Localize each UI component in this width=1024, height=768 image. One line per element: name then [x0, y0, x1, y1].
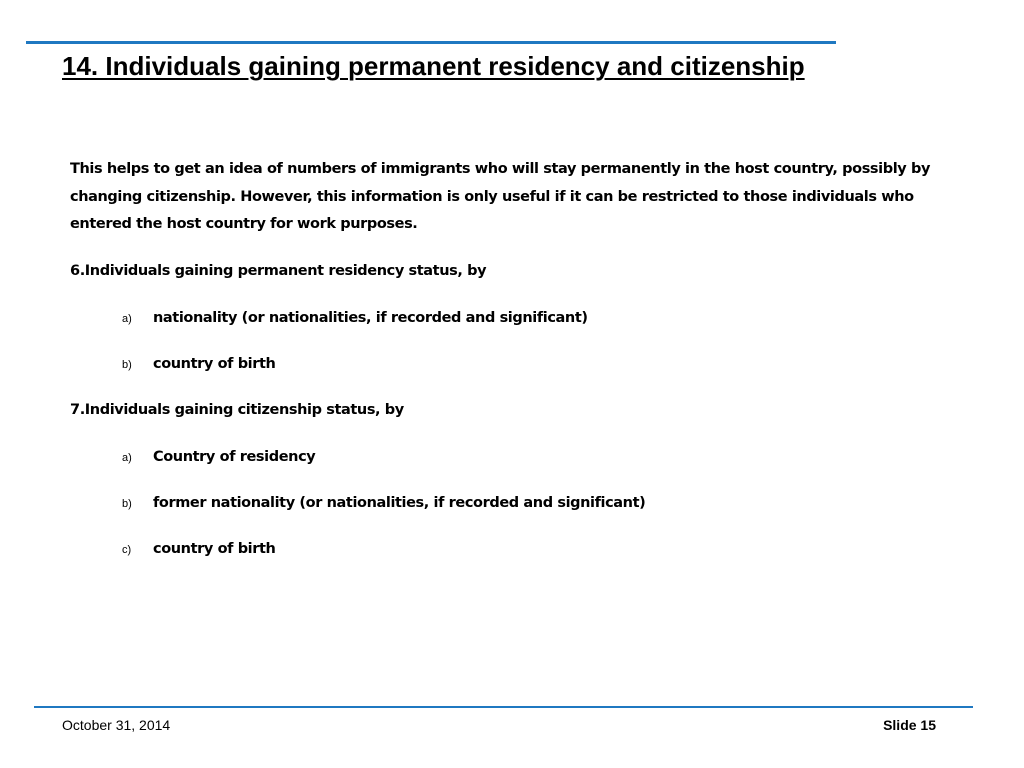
list-item — [122, 493, 645, 513]
footer-divider — [34, 706, 973, 708]
list-item — [122, 308, 588, 328]
list-item-text: country of birth — [153, 356, 276, 372]
list-item-text: former nationality (or nationalities, if recorded and significant) — [153, 495, 646, 511]
list-item — [122, 354, 275, 374]
section-heading: 7.Individuals gaining citizenship status, by — [70, 402, 404, 418]
list-marker: b) — [122, 498, 132, 510]
list-item — [122, 539, 275, 559]
list-marker: c) — [122, 544, 132, 556]
intro-paragraph: This helps to get an idea of numbers of immigrants who will stay permanently in the host country, possibly by changing citizenship. However, this information is only useful if it can be restricted to those individuals who entered the host country for work purposes. — [70, 161, 931, 232]
list-item — [122, 447, 315, 467]
section-heading: 6.Individuals gaining permanent residency status, by — [70, 263, 487, 279]
footer-date: October 31, 2014 — [62, 717, 171, 733]
list-item-text: country of birth — [153, 541, 276, 557]
list-marker: a) — [122, 452, 132, 464]
slide-body — [70, 156, 950, 557]
slide-number: Slide 15 — [883, 717, 936, 733]
list-marker: b) — [122, 359, 132, 371]
slide-title: 14. Individuals gaining permanent residency and citizenship — [62, 51, 805, 81]
list-item-text: nationality (or nationalities, if recorded and significant) — [153, 310, 588, 326]
list-item-text: Country of residency — [153, 449, 316, 465]
title-divider — [26, 41, 836, 44]
list-marker: a) — [122, 313, 132, 325]
